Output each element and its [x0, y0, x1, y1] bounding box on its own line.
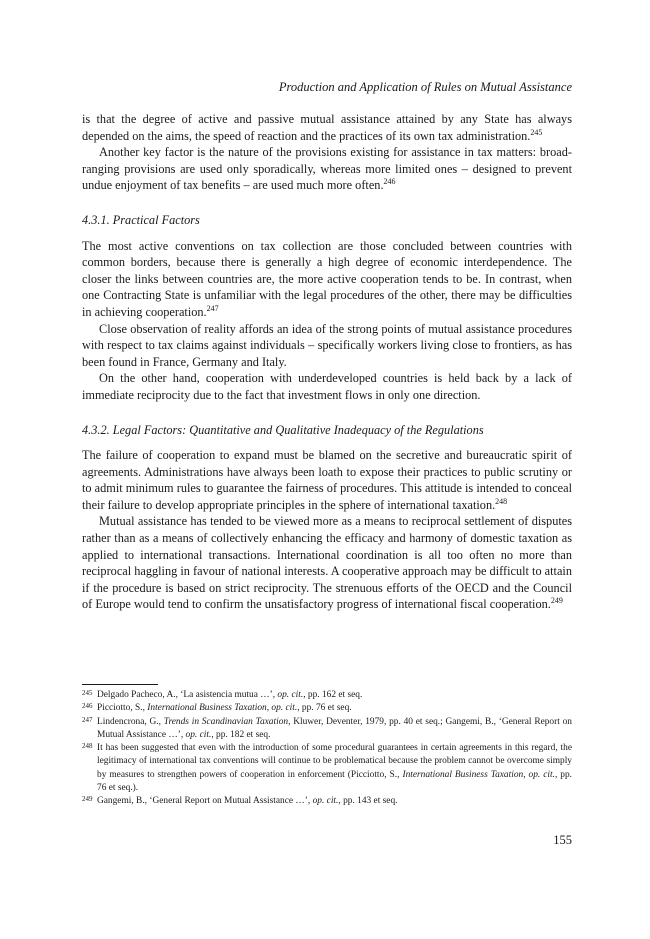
footnote-divider [82, 684, 158, 685]
paragraph: On the other hand, cooperation with underdeveloped countries is held back by a lack of immediate reciprocity due to the fact that investment flows in only one direction. [82, 371, 572, 402]
paragraph: Close observation of reality affords an idea of the strong points of mutual assistance procedures with respect to tax claims against individuals – specifically workers living close to frontiers, as has been found in France, Germany and Italy. [82, 321, 572, 369]
footnote-number: 245 [82, 689, 93, 697]
footnote-245: 245 Delgado Pacheco, A., ‘La asistencia mutua …’, op. cit., pp. 162 et seq. [82, 689, 363, 700]
footnote-247: 247 Lindencrona, G., Trends in Scandinavian Taxation, Kluwer, Deventer, 1979, pp. 40 et seq.; Gangemi, B., ‘General Report on Mutual Assistance …’, op. cit., pp. 182 et seq. [82, 715, 572, 740]
section-heading-practical-factors: 4.3.1. Practical Factors [82, 212, 200, 227]
footnotes [82, 689, 572, 809]
footnote-number: 248 [82, 742, 93, 751]
footnote-249: 249 Gangemi, B., ‘General Report on Mutual Assistance …’, op. cit., pp. 143 et seq. [82, 795, 398, 807]
body-text [82, 111, 572, 613]
paragraph: Another key factor is the nature of the provisions existing for assistance in tax matters: broad-ranging provisions are used only sporadically, whereas more limited ones – designed to prevent undue enjoyment of tax benefits – are used much more often.$^{246}$ [82, 145, 572, 193]
footnote-246: 246 Picciotto, S., International Business Taxation, op. cit., pp. 76 et seq. [82, 702, 352, 714]
footnote-248: 248 It has been suggested that even with the introduction of some procedural guarantees in certain agreements in this regard, the legitimacy of international tax conventions will continue to be problematical because the problem cannot be overcome simply by measures to strengthen powers of cooperation in enforcement (Picciotto, S., International Business Taxation, op. cit., pp. 76 et seq.). [82, 742, 573, 794]
footnote-number: 249 [82, 795, 93, 804]
footnote-ref[interactable]: 246 [383, 177, 396, 187]
footnote-ref[interactable]: 249 [550, 596, 563, 606]
footnote-number: 247 [82, 715, 93, 724]
paragraph: is that the degree of active and passive mutual assistance attained by any State has always depended on the aims, the speed of reaction and the practices of its own tax administration.$^{245}$ [82, 112, 572, 143]
paragraph: Mutual assistance has tended to be viewed more as a means to reciprocal settlement of disputes rather than as a means of collectively enhancing the efficacy and harmony of domestic taxation as applied to international transactions. International coordination is all too often no more than reciprocal haggling in favour of national interests. A cooperative approach may be difficult to attain if the procedure is based on strict reciprocity. The strenuous efforts of the OECD and the Council of Europe would tend to confirm the unsatisfactory progress of international fiscal cooperation.$^{249}$ [82, 514, 572, 612]
footnote-number: 246 [82, 702, 93, 711]
book-page [82, 0, 572, 939]
running-head: Production and Application of Rules on Mutual Assistance [278, 80, 572, 94]
section-heading-legal-factors: 4.3.2. Legal Factors: Quantitative and Qualitative Inadequacy of the Regulations [82, 422, 484, 437]
paragraph: The failure of cooperation to expand must be blamed on the secretive and bureaucratic spirit of agreements. Administrations have always been loath to expose their practices to public scrutiny or to admit minimum rules to guarantee the fairness of procedures. This attitude is intended to conceal their failure to develop appropriate principles in the sphere of international taxation.$^{248}$ [82, 448, 572, 512]
footnote-ref[interactable]: 248 [495, 496, 508, 506]
footnote-ref[interactable]: 245 [530, 127, 543, 137]
footnote-ref[interactable]: 247 [206, 303, 219, 313]
paragraph: The most active conventions on tax collection are those concluded between countries with common borders, because there is generally a high degree of economic interdependence. The closer the links between countries are, the more active cooperation tends to be. In contrast, when one Contracting State is unfamiliar with the legal procedures of the other, there may be difficulties in achieving cooperation.$^{247}$ [82, 238, 572, 319]
page-number: 155 [553, 833, 572, 847]
